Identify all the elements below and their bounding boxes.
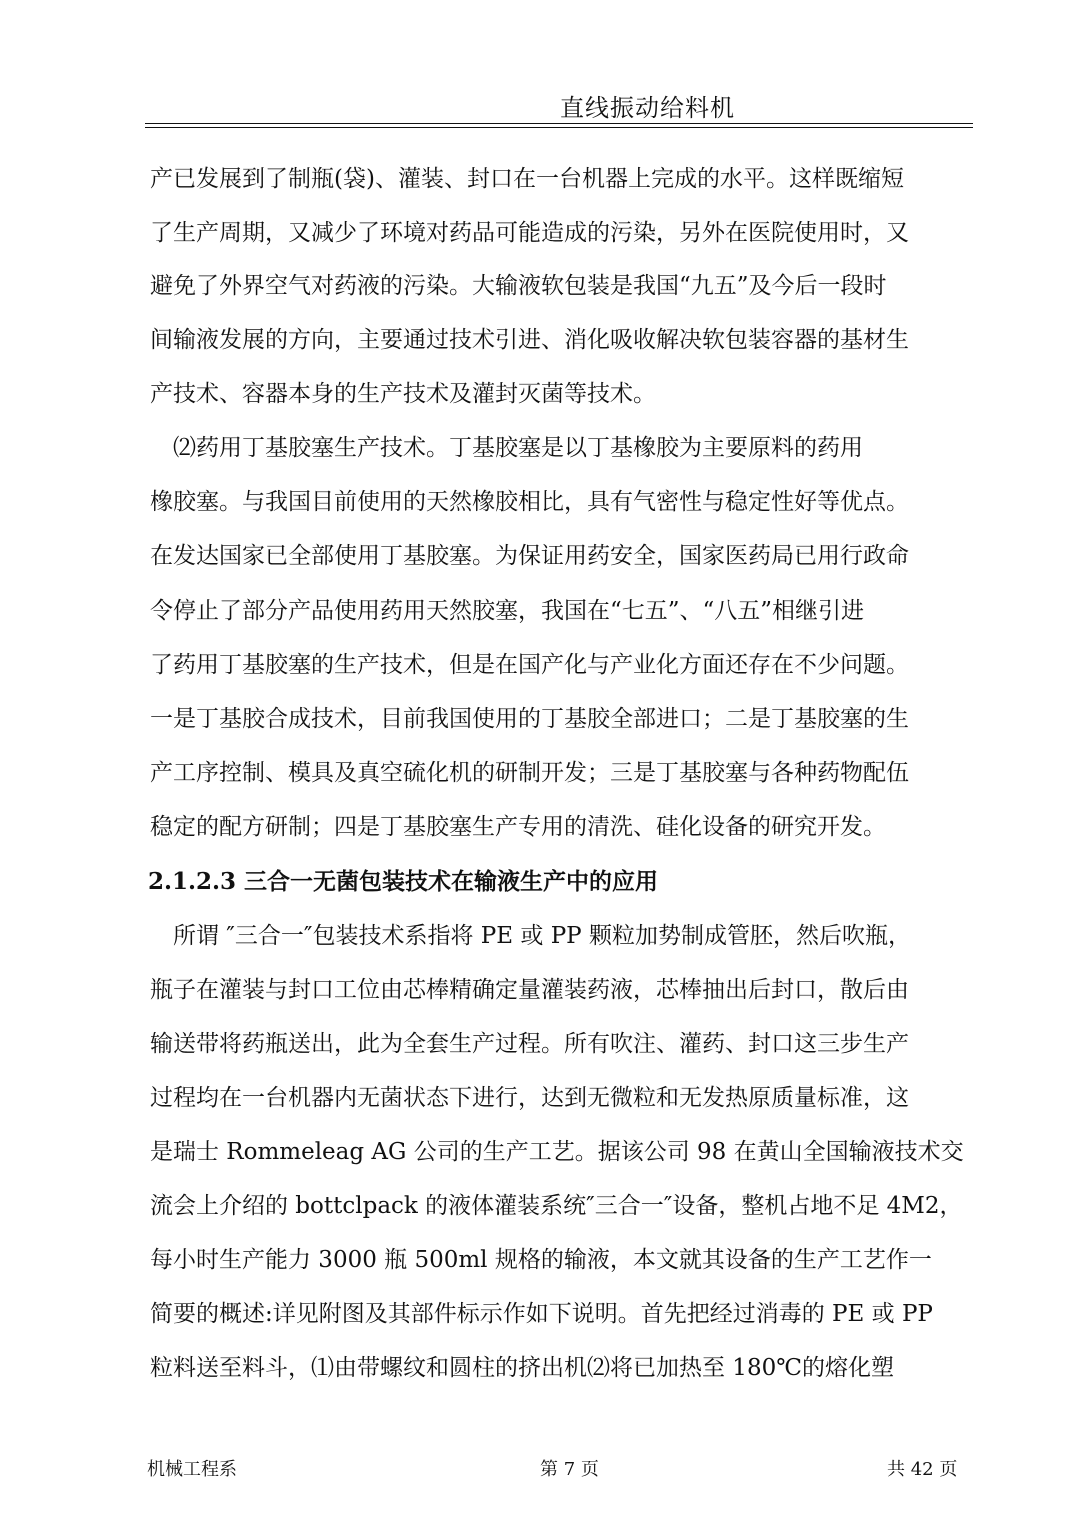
body-line: 产技术、容器本身的生产技术及灌封灭菌等技术。: [150, 381, 656, 407]
body-line: 稳定的配方研制；四是丁基胶塞生产专用的清洗、硅化设备的研究开发。: [150, 814, 886, 840]
body-line: 间输液发展的方向，主要通过技术引进、消化吸收解决软包装容器的基材生: [150, 327, 909, 353]
body-line: 瓶子在灌装与封口工位由芯棒精确定量灌装药液，芯棒抽出后封口，散后由: [150, 977, 909, 1003]
body-line: 避免了外界空气对药液的污染。大输液软包装是我国“九五”及今后一段时: [150, 273, 887, 299]
footer-total-pages: 共 42 页: [887, 1459, 958, 1480]
section-heading: 2.1.2.3 三合一无菌包装技术在输液生产中的应用: [148, 868, 659, 895]
body-line: 流会上介绍的 bottclpack 的液体灌装系统″三合一″设备，整机占地不足 4M2，: [150, 1193, 963, 1219]
body-line: 每小时生产能力 3000 瓶 500ml 规格的输液，本文就其设备的生产工艺作一: [150, 1247, 932, 1273]
body-line: 是瑞士 Rommeleag AG 公司的生产工艺。据该公司 98 在黄山全国输液技术交: [150, 1139, 964, 1165]
header-rule-thin: [145, 127, 973, 128]
body-line: 粒料送至料斗，⑴由带螺纹和圆柱的挤出机⑵将已加热至 180℃的熔化塑: [150, 1355, 894, 1381]
body-line: 橡胶塞。与我国目前使用的天然橡胶相比，具有气密性与稳定性好等优点。: [150, 489, 909, 515]
body-line: 过程均在一台机器内无菌状态下进行，达到无微粒和无发热原质量标准，这: [150, 1085, 909, 1111]
body-line: 所谓 ″三合一″包装技术系指将 PE 或 PP 颗粒加势制成管胚，然后吹瓶，: [150, 923, 911, 949]
footer-page-number: 第 7 页: [540, 1459, 599, 1480]
body-line: 产已发展到了制瓶(袋)、灌装、封口在一台机器上完成的水平。这样既缩短: [150, 166, 904, 192]
body-line: 一是丁基胶合成技术，目前我国使用的丁基胶全部进口；二是丁基胶塞的生: [150, 706, 909, 732]
body-line: 输送带将药瓶送出，此为全套生产过程。所有吹注、灌药、封口这三步生产: [150, 1031, 909, 1057]
body-line: 在发达国家已全部使用丁基胶塞。为保证用药安全，国家医药局已用行政命: [150, 543, 909, 569]
body-line: 了药用丁基胶塞的生产技术，但是在国产化与产业化方面还存在不少问题。: [150, 652, 909, 678]
body-line: 简要的概述:详见附图及其部件标示作如下说明。首先把经过消毒的 PE 或 PP: [150, 1301, 933, 1327]
header-title: 直线振动给料机: [560, 94, 735, 122]
body-line: 令停止了部分产品使用药用天然胶塞，我国在“七五”、“八五”相继引进: [150, 598, 865, 624]
body-line: ⑵药用丁基胶塞生产技术。丁基胶塞是以丁基橡胶为主要原料的药用: [150, 435, 863, 461]
footer-department: 机械工程系: [147, 1459, 237, 1480]
body-line: 了生产周期，又减少了环境对药品可能造成的污染，另外在医院使用时，又: [150, 220, 909, 246]
header-rule: [145, 123, 973, 124]
body-line: 产工序控制、模具及真空硫化机的研制开发；三是丁基胶塞与各种药物配伍: [150, 760, 909, 786]
